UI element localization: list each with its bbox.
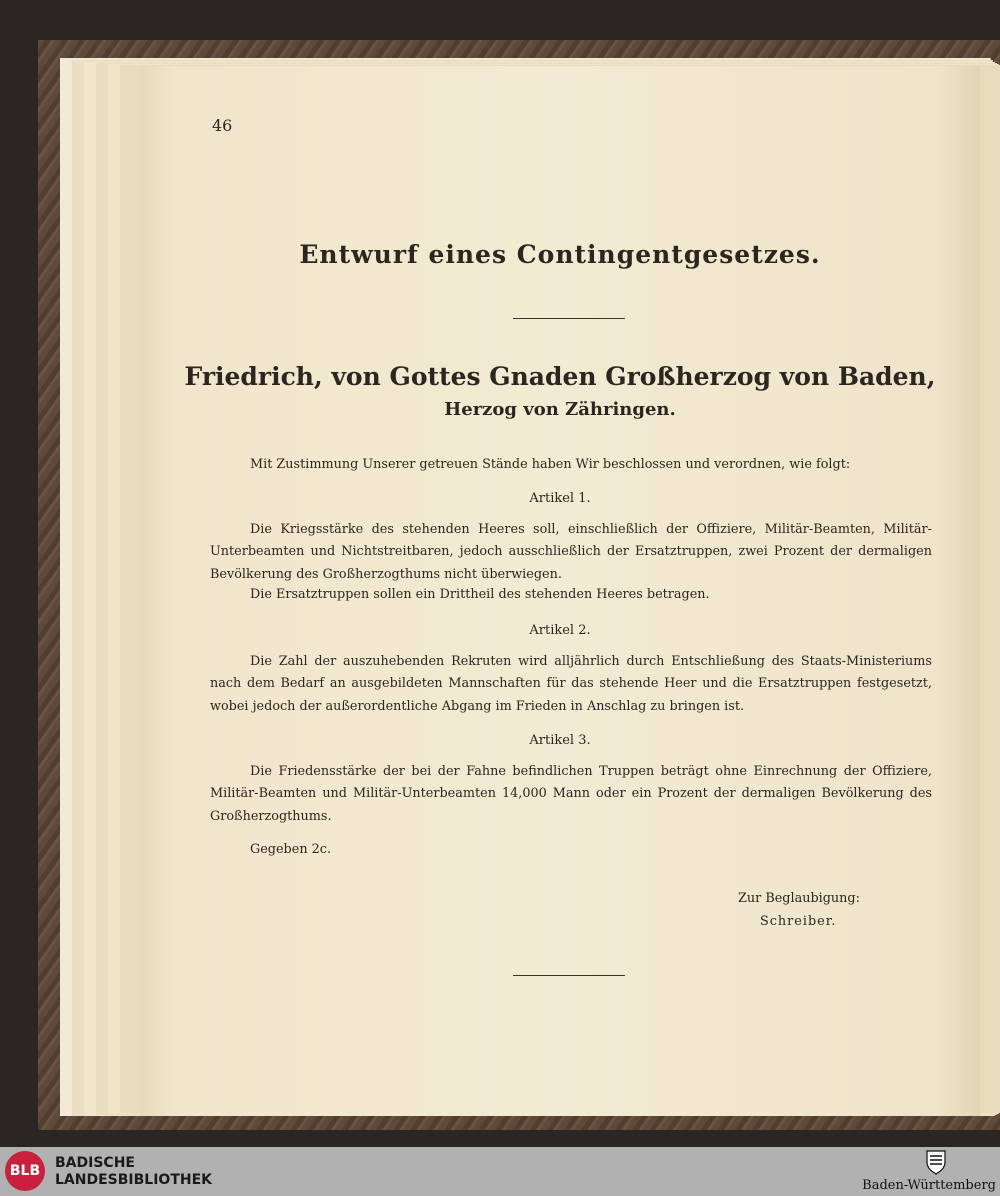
- divider: [513, 975, 625, 976]
- article-paragraph: Die Zahl der auszuhebenden Rekruten wird alljährlich durch Entschließung des Staats-Ministeriums nach dem Bedarf an ausgebildeten Mannschaften für das stehende Heer und die Ersatztruppen festgesetzt, wobei jedoch der außerordentliche Abgang im Frieden in Anschlag zu bringen ist.: [210, 654, 932, 714]
- article-heading: Artikel 1.: [529, 491, 591, 506]
- library-logo[interactable]: BLB: [5, 1151, 45, 1191]
- article-heading: Artikel 3.: [529, 733, 591, 748]
- document-title: Entwurf eines Contingentgesetzes.: [299, 240, 821, 269]
- state-name: Baden-Württemberg: [862, 1178, 996, 1193]
- article-paragraph: Die Kriegsstärke des stehenden Heeres soll, einschließlich der Offiziere, Militär-Beamten, Militär-Unterbeamten und Nichtstreitbaren, jedoch ausschließlich der Ersatztruppen, zwei Prozent der dermaligen Bevölkerung des Großherzogthums nicht überwiegen.: [210, 522, 932, 582]
- certification: Zur Beglaubigung:: [738, 891, 860, 906]
- page-number: 46: [212, 116, 233, 135]
- divider: [513, 318, 625, 319]
- viewer-footer: [0, 1147, 1000, 1196]
- given-clause: Gegeben 2c.: [250, 842, 332, 857]
- article-paragraph: Die Friedensstärke der bei der Fahne befindlichen Truppen beträgt ohne Einrechnung der Offiziere, Militär-Beamten und Militär-Unterbeamten 14,000 Mann oder ein Prozent der dermaligen Bevölkerung des Großherzogthums.: [210, 764, 932, 824]
- library-name[interactable]: [55, 1155, 212, 1189]
- signer: Schreiber.: [760, 914, 837, 929]
- sovereign-line: Friedrich, von Gottes Gnaden Großherzog von Baden,: [184, 362, 936, 391]
- article-paragraph: Die Ersatztruppen sollen ein Drittheil des stehenden Heeres betragen.: [250, 587, 710, 602]
- preamble: Mit Zustimmung Unserer getreuen Stände haben Wir beschlossen und verordnen, wie folgt:: [250, 457, 851, 472]
- duke-line: Herzog von Zähringen.: [444, 399, 676, 420]
- coat-of-arms-icon: [925, 1149, 947, 1175]
- library-name-line: BADISCHE: [55, 1155, 135, 1171]
- document-page: [140, 66, 980, 1116]
- article-heading: Artikel 2.: [529, 623, 591, 638]
- library-name-line: LANDESBIBLIOTHEK: [55, 1172, 213, 1188]
